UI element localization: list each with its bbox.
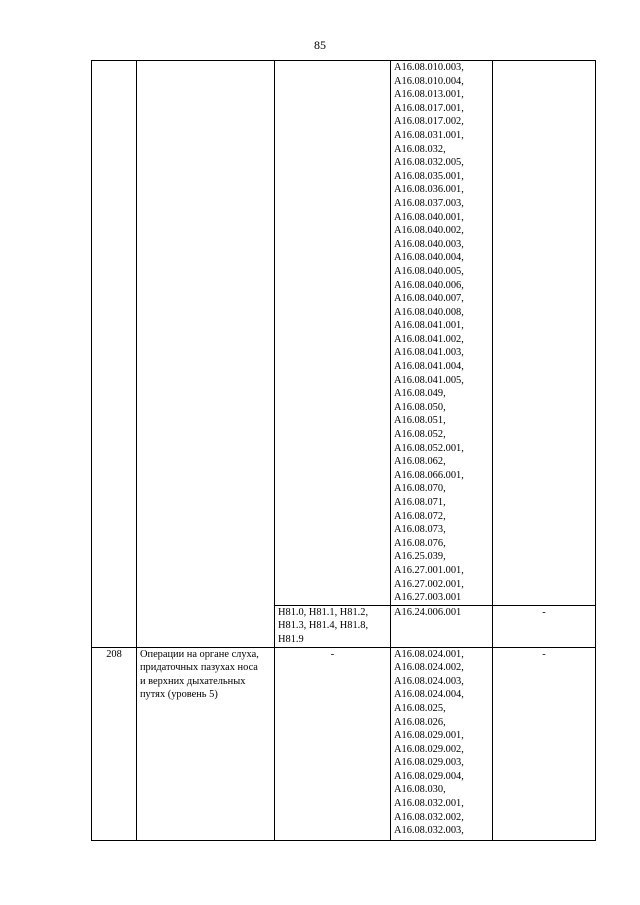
service-code: A16.25.039, bbox=[394, 551, 446, 563]
diagnosis-code-line: H81.3, H81.4, H81.8, bbox=[278, 620, 369, 632]
name-cell bbox=[137, 647, 275, 840]
service-code: A16.08.010.004, bbox=[394, 75, 464, 87]
service-code: A16.08.040.008, bbox=[394, 306, 464, 318]
extra-cell: - bbox=[493, 647, 596, 840]
service-code: A16.08.013.001, bbox=[394, 89, 464, 101]
service-code: A16.08.040.004, bbox=[394, 252, 464, 264]
service-code: A16.08.041.004, bbox=[394, 361, 464, 373]
service-code: A16.08.073, bbox=[394, 524, 446, 536]
service-code: A16.08.029.002, bbox=[394, 743, 464, 755]
extra-cell bbox=[493, 61, 596, 606]
service-code: A16.08.040.007, bbox=[394, 293, 464, 305]
service-code: A16.08.040.002, bbox=[394, 225, 464, 237]
service-code: A16.08.076, bbox=[394, 537, 446, 549]
name-cell bbox=[137, 61, 275, 648]
service-code: A16.27.001.001, bbox=[394, 564, 464, 576]
group-name-line: Операции на органе слуха, bbox=[140, 648, 259, 660]
service-code: A16.08.050, bbox=[394, 401, 446, 413]
table-row bbox=[92, 647, 596, 840]
service-code: A16.08.025, bbox=[394, 702, 446, 714]
service-code: A16.08.032.005, bbox=[394, 157, 464, 169]
service-code: A16.08.032.003, bbox=[394, 825, 464, 837]
service-code: A16.08.010.003, bbox=[394, 62, 464, 73]
service-code: A16.08.017.001, bbox=[394, 102, 464, 114]
number-cell: 208 bbox=[92, 647, 137, 840]
service-code: A16.08.026, bbox=[394, 716, 446, 728]
diagnosis-code-line: H81.9 bbox=[278, 633, 304, 645]
service-codes-cell bbox=[391, 605, 493, 647]
number-cell bbox=[92, 61, 137, 648]
service-code: A16.08.024.001, bbox=[394, 648, 464, 660]
service-code: A16.24.006.001 bbox=[394, 606, 462, 618]
service-code: A16.08.041.002, bbox=[394, 333, 464, 345]
service-code: A16.08.040.006, bbox=[394, 279, 464, 291]
service-code: A16.08.029.004, bbox=[394, 770, 464, 782]
service-code: A16.08.052.001, bbox=[394, 442, 464, 454]
diagnosis-cell bbox=[275, 605, 391, 647]
service-code: A16.08.040.001, bbox=[394, 211, 464, 223]
group-name-line: и верхних дыхательных bbox=[140, 675, 246, 687]
service-codes-cell bbox=[391, 647, 493, 840]
diagnosis-cell bbox=[275, 61, 391, 606]
service-code: A16.08.051, bbox=[394, 415, 446, 427]
table-row bbox=[92, 61, 596, 606]
tariff-table bbox=[91, 60, 596, 841]
service-code: A16.08.024.003, bbox=[394, 675, 464, 687]
service-code: A16.08.030, bbox=[394, 784, 446, 796]
service-code: A16.08.029.001, bbox=[394, 730, 464, 742]
diagnosis-code-line: H81.0, H81.1, H81.2, bbox=[278, 606, 369, 618]
service-code: A16.27.003.001 bbox=[394, 592, 462, 604]
service-code: A16.08.062, bbox=[394, 456, 446, 468]
extra-cell: - bbox=[493, 605, 596, 647]
service-code: A16.08.032.001, bbox=[394, 798, 464, 810]
group-name-line: путях (уровень 5) bbox=[140, 689, 218, 701]
group-name-line: придаточных пазухах носа bbox=[140, 662, 258, 674]
service-code: A16.08.024.004, bbox=[394, 689, 464, 701]
service-code: A16.08.024.002, bbox=[394, 662, 464, 674]
service-codes-cell bbox=[391, 61, 493, 606]
service-code: A16.08.070, bbox=[394, 483, 446, 495]
service-code: A16.08.031.001, bbox=[394, 129, 464, 141]
service-code: A16.08.041.001, bbox=[394, 320, 464, 332]
service-code: A16.08.066.001, bbox=[394, 469, 464, 481]
service-code: A16.08.035.001, bbox=[394, 170, 464, 182]
service-code: A16.08.036.001, bbox=[394, 184, 464, 196]
service-code: A16.08.040.003, bbox=[394, 238, 464, 250]
service-code: A16.08.032.002, bbox=[394, 811, 464, 823]
service-code: A16.27.002.001, bbox=[394, 578, 464, 590]
service-code: A16.08.017.002, bbox=[394, 116, 464, 128]
service-code: A16.08.049, bbox=[394, 388, 446, 400]
service-code: A16.08.052, bbox=[394, 429, 446, 441]
service-code: A16.08.072, bbox=[394, 510, 446, 522]
diagnosis-cell: - bbox=[275, 647, 391, 840]
service-code: A16.08.041.003, bbox=[394, 347, 464, 359]
page-number: 85 bbox=[314, 38, 326, 52]
service-code: A16.08.041.005, bbox=[394, 374, 464, 386]
service-code: A16.08.032, bbox=[394, 143, 446, 155]
service-code: A16.08.071, bbox=[394, 497, 446, 508]
service-code: A16.08.029.003, bbox=[394, 757, 464, 769]
service-code: A16.08.040.005, bbox=[394, 265, 464, 277]
service-code: A16.08.037.003, bbox=[394, 197, 464, 209]
